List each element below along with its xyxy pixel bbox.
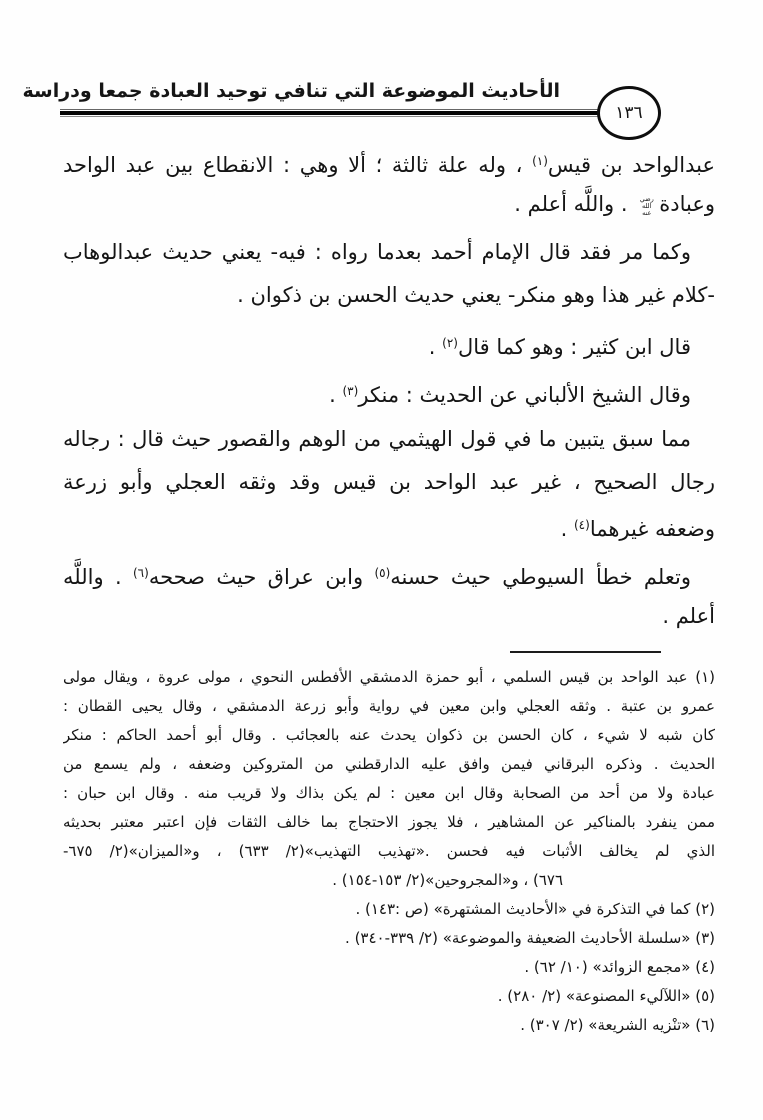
body-text-run: وضعفه غيرهما — [589, 517, 715, 541]
footnote-ref-2: (٢) — [442, 336, 458, 350]
body-line: مما سبق يتبين ما في قول الهيثمي من الوهم والقصور حيث قال : رجاله — [63, 427, 691, 451]
body-line — [63, 370, 715, 413]
body-text-run: ، وله علة ثالثة ؛ ألا وهي : الانقطاع بين عبد الواحد — [63, 153, 533, 177]
body-line: رجال الصحيح ، غير عبد الواحد بن قيس وقد وثقه العجلي وأبو زرعة — [63, 470, 715, 494]
paragraph-1 — [63, 140, 715, 226]
header-rule — [60, 109, 601, 117]
body-line: أعلم . — [662, 604, 715, 628]
body-line — [63, 504, 715, 547]
page-number-badge — [597, 86, 661, 140]
body-text — [63, 140, 715, 643]
body-line — [63, 183, 715, 226]
footnote-5: (٥) «اللآليء المصنوعة» (٢/ ٢٨٠) . — [497, 987, 715, 1005]
footnote-ref-6: (٦) — [132, 566, 149, 580]
footnotes-block — [63, 663, 715, 1040]
body-text-run: وقال الشيخ الألباني عن الحديث : منكر — [358, 383, 691, 407]
body-text-run: وتعلم خطأ السيوطي حيث حسنه — [390, 565, 691, 589]
footnote-1-line: عمرو بن عتبة . وثقه العجلي وابن معين في رواية وأبو زرعة الدمشقي ، وقال يحيى القطان : — [63, 697, 715, 715]
footnote-3: (٣) «سلسلة الأحاديث الضعيفة والموضوعة» (٢/ ٣٣٩-٣٤٠) . — [345, 929, 715, 947]
body-text-run: وعبادة — [659, 192, 715, 216]
page-number: ١٣٦ — [615, 103, 643, 123]
footnote-4: (٤) «مجمع الزوائد» (١٠/ ٦٢) . — [524, 958, 715, 976]
paragraph-2 — [63, 231, 715, 317]
footnote-6: (٦) «تنْزيه الشريعة» (٢/ ٣٠٧) . — [520, 1016, 715, 1034]
body-text-run: . واللَّه — [63, 565, 133, 589]
footnote-ref-4: (٤) — [573, 518, 590, 532]
footnote-2: (٢) كما في التذكرة في «الأحاديث المشتهرة» (ص :١٤٣) . — [355, 900, 715, 918]
footnote-1-line: كان شبه لا شيء ، كان الحسن بن ذكوان يحدث عنه بالعجائب . وقال أبو أحمد الحاكم : منكر — [63, 726, 715, 744]
body-text-run: . — [428, 335, 443, 359]
footnote-1-line: عبادة ولا من أحد من الصحابة وقال ابن معين : لم يكن بذاك ولا قريب منه . وقال ابن حبان : — [63, 784, 715, 802]
body-line — [63, 552, 715, 595]
body-line — [63, 140, 715, 183]
footnote-1-line: الذي لم يخالف الأثبات فيه فحسن .«تهذيب التهذيب»(٢/ ٦٣٣) ، و«الميزان»(٢/ ٦٧٥- — [63, 842, 715, 860]
body-text-run: قال ابن كثير : وهو كما قال — [457, 335, 691, 359]
body-line: وكما مر فقد قال الإمام أحمد بعدما رواه : فيه- يعني حديث عبدالوهاب — [63, 240, 691, 264]
paragraph-6 — [63, 552, 715, 638]
body-text-run: . — [329, 383, 343, 407]
running-title: الأحاديث الموضوعة التي تنافي توحيد العبادة جمعا ودراسة — [22, 80, 560, 102]
footnote-1-line: الحديث . وذكره البرقاني فيمن وافق عليه الدارقطني من المتروكين وضعفه ، ولم يسمع من — [63, 755, 715, 773]
body-text-run: . واللَّه أعلم . — [514, 192, 635, 216]
body-text-run: وابن عراق حيث صححه — [148, 565, 375, 589]
footnote-1-line: (١) عبد الواحد بن قيس السلمي ، أبو حمزة الدمشقي الأفطس النحوي ، مولى عروة ، ويقال مولى — [63, 668, 715, 686]
footnote-1-line: ممن ينفرد بالمناكير عن المشاهير ، فلا يجوز الاحتجاج بما خالف الثقات فإن اعتبر معتبر بحديثه — [63, 813, 715, 831]
footnote-ref-1: (١) — [532, 154, 548, 168]
body-line: -كلام غير هذا وهو منكر- يعني حديث الحسن بن ذكوان . — [237, 283, 715, 307]
footnote-separator — [510, 651, 661, 653]
paragraph-3 — [63, 322, 715, 365]
paragraph-4 — [63, 370, 715, 413]
footnote-ref-3: (٣) — [342, 384, 359, 398]
honorific-icon: رضي الله عنه — [639, 195, 654, 217]
body-text-run: . — [560, 517, 574, 541]
body-text-run: عبدالواحد بن قيس — [547, 153, 715, 177]
footnote-1-line: ٦٧٦) ، و«المجروحين»(٢/ ١٥٣-١٥٤) . — [332, 871, 563, 889]
body-line — [63, 322, 715, 365]
footnote-ref-5: (٥) — [374, 566, 391, 580]
paragraph-5 — [63, 418, 715, 547]
